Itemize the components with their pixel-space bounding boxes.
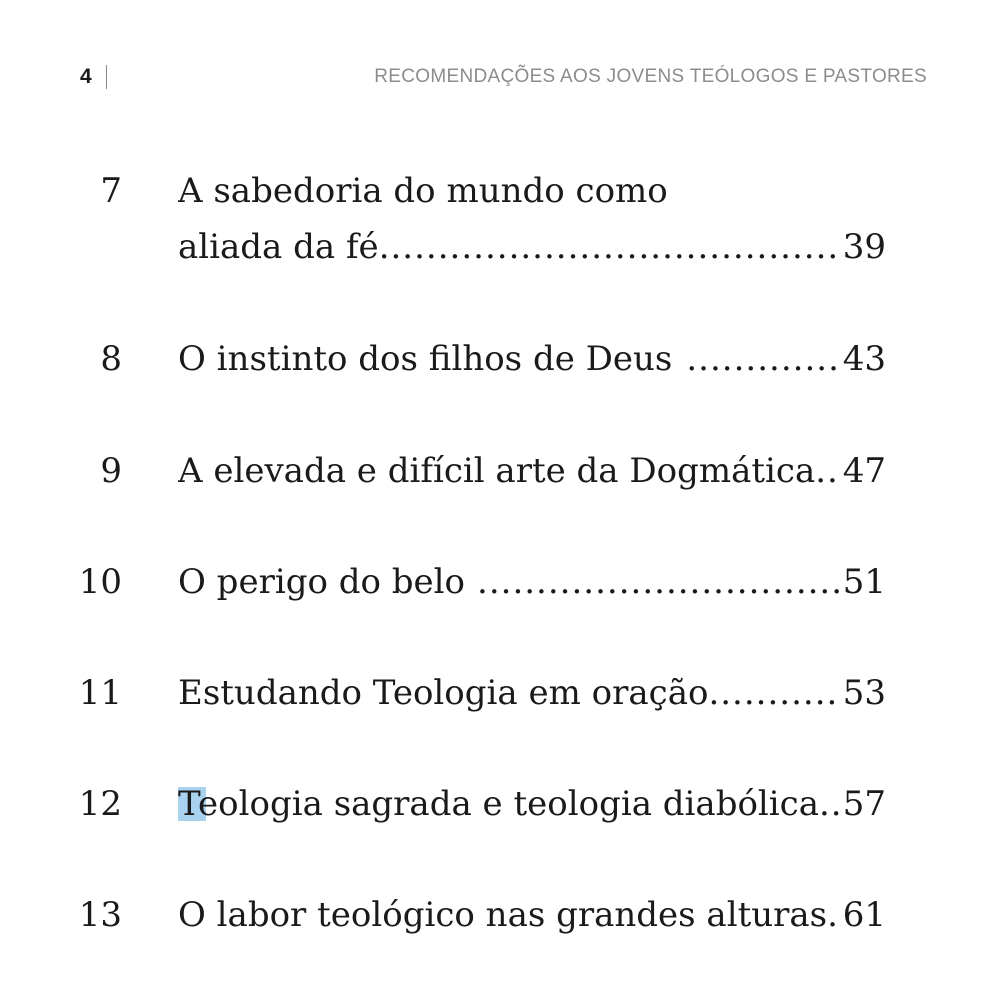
toc-entry-title-line [178,163,886,219]
toc-entry-line [178,665,886,721]
toc-entry-line [178,776,886,832]
chapter-title: O perigo do belo [178,562,466,602]
dot-leader [477,554,841,610]
toc-entry-line [178,887,886,943]
chapter-title[interactable]: Teologia sagrada e teologia diabólica [178,784,819,824]
dot-leader [708,665,840,721]
chapter-title: A sabedoria do mundo como [178,171,668,211]
chapter-page-number: 39 [842,227,886,267]
toc-entry-title-line [178,219,886,275]
chapter-page-number: 57 [842,784,886,824]
dot-leader [819,776,841,832]
chapter-page-number: 61 [842,895,886,935]
chapter-title: O labor teológico nas grandes alturas [178,895,828,935]
chapter-page-number: 47 [842,451,886,491]
chapter-title: A elevada e difícil arte da Dogmática [178,451,816,491]
chapter-number: 10 [78,562,122,602]
chapter-number: 9 [100,451,122,491]
chapter-page-number: 43 [842,339,886,379]
chapter-title: O instinto dos filhos de Deus [178,339,673,379]
chapter-number: 8 [100,339,122,379]
dot-leader [815,443,841,499]
dot-leader [827,887,841,943]
page-number: 4 [80,65,92,88]
dot-leader [686,331,840,387]
dot-leader [379,219,841,275]
toc-entry-line [178,331,886,387]
chapter-title: Estudando Teologia em oração [178,673,709,713]
chapter-number: 11 [78,673,122,713]
chapter-number: 7 [100,171,122,211]
toc-entry-line [178,554,886,610]
running-title: RECOMENDAÇÕES AOS JOVENS TEÓLOGOS E PASTORES [374,66,927,87]
chapter-title-continued: aliada da fé [178,227,379,267]
chapter-number: 12 [78,784,122,824]
chapter-page-number: 51 [842,562,886,602]
chapter-page-number: 53 [842,673,886,713]
chapter-number: 13 [78,895,122,935]
toc-entry-line [178,443,886,499]
